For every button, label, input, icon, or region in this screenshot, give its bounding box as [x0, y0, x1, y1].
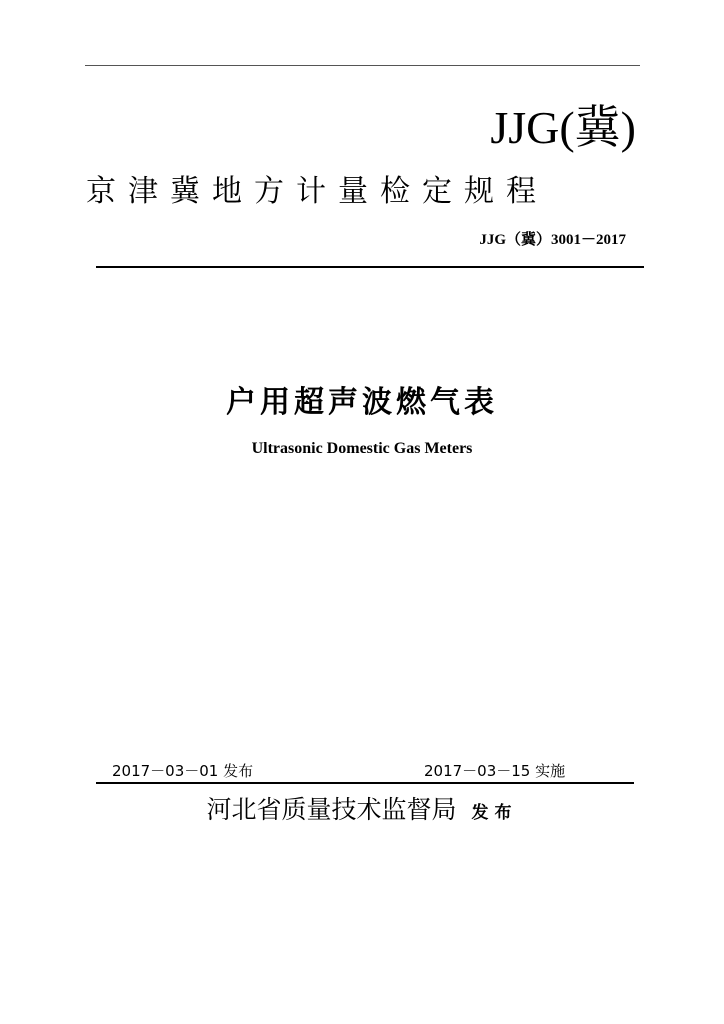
standard-number: JJG（冀）3001－2017 [479, 232, 626, 248]
issuing-authority: 河北省质量技术监督局 [206, 795, 457, 824]
document-title-chinese: 户用超声波燃气表 [226, 385, 498, 420]
issued-label: 发布 [471, 803, 518, 823]
series-title: 京津冀地方计量检定规程 [86, 174, 548, 209]
regulation-code: JJG(冀) [490, 102, 636, 153]
issue-date: 2017－03－01 发布 [112, 762, 254, 780]
implementation-date: 2017－03－15 实施 [424, 762, 566, 780]
header-divider [96, 266, 644, 268]
footer-divider [96, 782, 634, 784]
document-title-english: Ultrasonic Domestic Gas Meters [251, 440, 473, 457]
top-divider [85, 65, 640, 66]
issuer-line [0, 790, 724, 833]
